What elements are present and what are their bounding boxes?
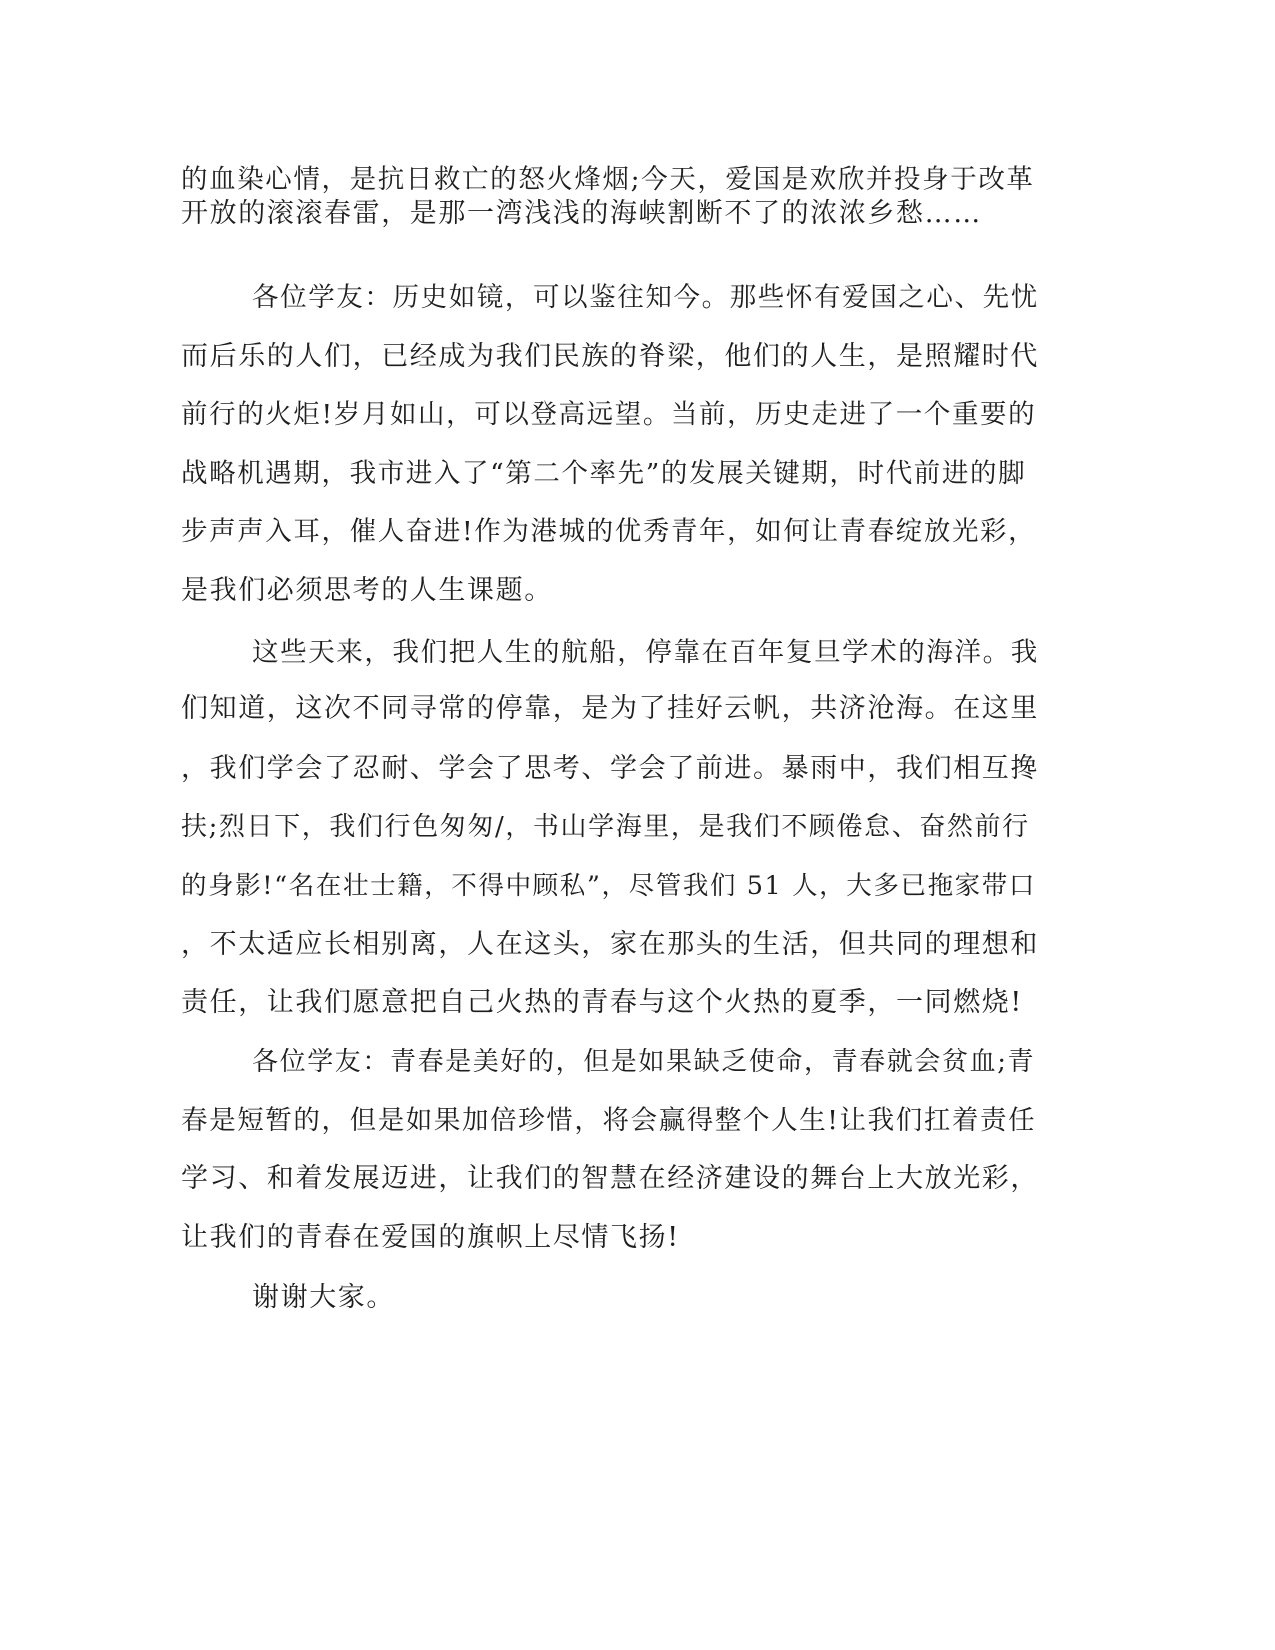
paragraph-3-line-7: 责任，让我们愿意把自己火热的青春与这个火热的夏季，一同燃烧!	[181, 987, 1023, 1018]
paragraph-1-line-1: 的血染心情，是抗日救亡的怒火烽烟;今天，爱国是欢欣并投身于改革	[181, 164, 1035, 195]
paragraph-4-line-3: 学习、和着发展迈进，让我们的智慧在经济建设的舞台上大放光彩，	[181, 1163, 1039, 1194]
paragraph-4-line-1: 各位学友：青春是美好的，但是如果缺乏使命，青春就会贫血;青	[252, 1047, 1036, 1077]
closing-line: 谢谢大家。	[252, 1282, 395, 1313]
paragraph-2-line-1: 各位学友：历史如镜，可以鉴往知今。那些怀有爱国之心、先忧	[252, 282, 1039, 313]
paragraph-2-line-4: 战略机遇期，我市进入了“第二个率先”的发展关键期，时代前进的脚	[181, 458, 1027, 489]
paragraph-3-line-4: 扶;烈日下，我们行色匆匆/，书山学海里，是我们不顾倦怠、奋然前行	[181, 812, 1030, 842]
paragraph-3-line-5: 的身影!“名在壮士籍，不得中顾私”，尽管我们 51 人，大多已拖家带口	[181, 871, 1036, 901]
paragraph-3-line-2: 们知道，这次不同寻常的停靠，是为了挂好云帆，共济沧海。在这里	[181, 693, 1039, 724]
paragraph-4-line-2: 春是短暂的，但是如果加倍珍惜，将会赢得整个人生!让我们扛着责任	[181, 1105, 1037, 1136]
paragraph-1-line-2: 开放的滚滚春雷，是那一湾浅浅的海峡割断不了的浓浓乡愁……	[181, 198, 982, 229]
paragraph-3-line-1: 这些天来，我们把人生的航船，停靠在百年复旦学术的海洋。我	[252, 637, 1039, 668]
paragraph-3-line-6: ，不太适应长相别离，人在这头，家在那头的生活，但共同的理想和	[181, 929, 1039, 960]
paragraph-2-line-3: 前行的火炬!岁月如山，可以登高远望。当前，历史走进了一个重要的	[181, 399, 1037, 430]
paragraph-2-line-5: 步声声入耳，催人奋进!作为港城的优秀青年，如何让青春绽放光彩，	[181, 516, 1037, 547]
paragraph-2-line-6: 是我们必须思考的人生课题。	[181, 575, 553, 606]
paragraph-4-line-4: 让我们的青春在爱国的旗帜上尽情飞扬!	[181, 1222, 680, 1253]
paragraph-3-line-3: ，我们学会了忍耐、学会了思考、学会了前进。暴雨中，我们相互搀	[181, 753, 1039, 784]
paragraph-2-line-2: 而后乐的人们，已经成为我们民族的脊梁，他们的人生，是照耀时代	[181, 341, 1039, 372]
